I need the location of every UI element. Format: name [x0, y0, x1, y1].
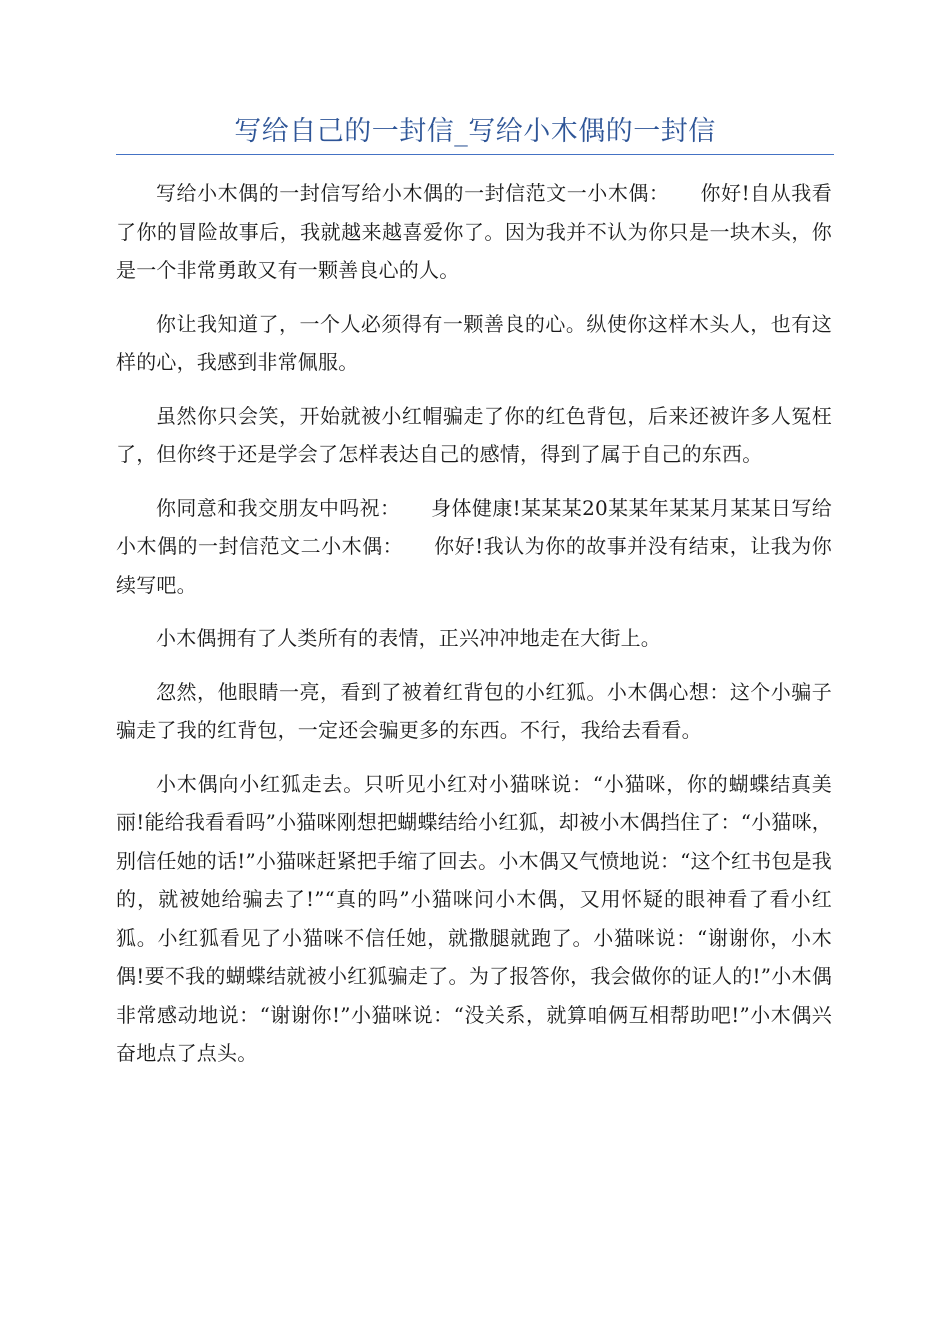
paragraph: 写给小木偶的一封信写给小木偶的一封信范文一小木偶： 你好!自从我看了你的冒险故事后，我就越来越喜爱你了。因为我并不认为你只是一块木头，你是一个非常勇敢又有一颗善良心的人。: [116, 181, 832, 282]
paragraph: 小木偶向小红狐走去。只听见小红对小猫咪说：“小猫咪，你的蝴蝶结真美丽!能给我看看吗”小猫咪刚想把蝴蝶结给小红狐，却被小木偶挡住了：“小猫咪，别信任她的话!”小猫咪赶紧把手缩了回去。小木偶又气愤地说：“这个红书包是我的，就被她给骗去了!”“真的吗”小猫咪问小木偶，又用怀疑的眼神看了看小红狐。小红狐看见了小猫咪不信任她，就撒腿就跑了。小猫咪说：“谢谢你，小木偶!要不我的蝴蝶结就被小红狐骗走了。为了报答你，我会做你的证人的!”小木偶非常感动地说：“谢谢你!”小猫咪说：“没关系，就算咱俩互相帮助吧!”小木偶兴奋地点了点头。: [116, 771, 832, 1065]
paragraph: 你同意和我交朋友中吗祝： 身体健康!某某某20某某年某某月某某日写给小木偶的一封信范文二小木偶： 你好!我认为你的故事并没有结束，让我为你续写吧。: [116, 495, 832, 597]
title-underline: [116, 154, 834, 155]
document-title: 写给自己的一封信_写给小木偶的一封信: [234, 116, 716, 147]
paragraph: 小木偶拥有了人类所有的表情，正兴冲冲地走在大街上。: [156, 626, 661, 650]
paragraph: 你让我知道了，一个人必须得有一颗善良的心。纵使你这样木头人，也有这样的心，我感到非常佩服。: [116, 311, 832, 374]
paragraph: 虽然你只会笑，开始就被小红帽骗走了你的红色背包，后来还被许多人冤枉了，但你终于还是学会了怎样表达自己的感情，得到了属于自己的东西。: [116, 403, 832, 466]
paragraph: 忽然，他眼睛一亮，看到了被着红背包的小红狐。小木偶心想：这个小骗子骗走了我的红背包，一定还会骗更多的东西。不行，我给去看看。: [116, 679, 832, 742]
document-body: [116, 174, 832, 1088]
